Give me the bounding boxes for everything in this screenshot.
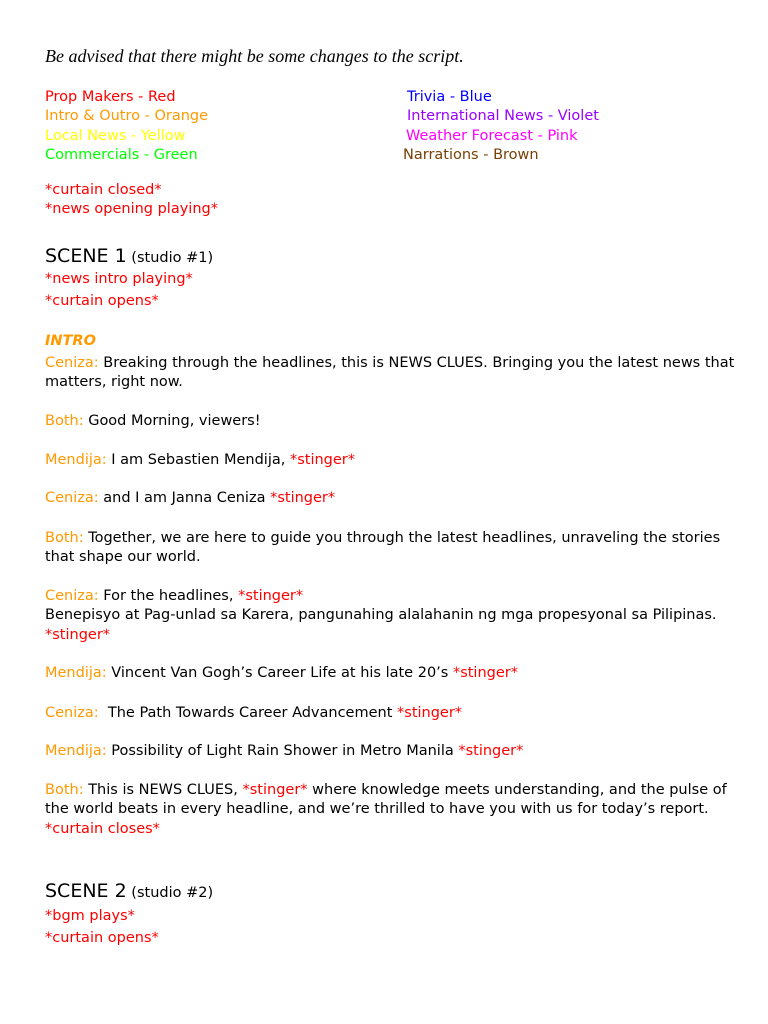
- legend-commercials: Commercials - Green: [45, 147, 198, 164]
- scene-1-cues: [45, 268, 735, 312]
- section-intro-label: INTRO: [45, 333, 96, 349]
- speaker-name: Ceniza:: [45, 355, 99, 371]
- script-line: [45, 587, 735, 645]
- legend-international-news: International News - Violet: [407, 108, 599, 125]
- speaker-name: Mendija:: [45, 665, 107, 681]
- scene-title: SCENE 1: [45, 245, 127, 267]
- stage-cue: *curtain closed*: [45, 182, 162, 198]
- stage-cue: *news opening playing*: [45, 201, 218, 218]
- script-line: [45, 664, 735, 683]
- line-text: Possibility of Light Rain Shower in Metro Manila: [106, 743, 459, 759]
- stage-cue: *bgm plays*: [45, 908, 135, 924]
- speaker-name: Both:: [45, 782, 84, 798]
- stinger-cue: *stinger*: [397, 705, 463, 721]
- scene-studio: (studio #2): [131, 885, 214, 901]
- speaker-name: Both:: [45, 530, 84, 546]
- speaker-name: Both:: [45, 413, 84, 429]
- legend-prop-makers: Prop Makers - Red: [45, 89, 176, 105]
- color-legend-right: [405, 88, 597, 166]
- stinger-cue: *stinger*: [45, 626, 111, 643]
- scene-2-heading: [45, 879, 735, 903]
- opening-cues: [45, 181, 735, 220]
- line-text: This is NEWS CLUES,: [83, 782, 243, 798]
- script-change-notice: Be advised that there might be some changes to the script.: [45, 46, 464, 66]
- line-text: I am Sebastien Mendija,: [106, 452, 290, 468]
- line-text: where knowledge meets understanding, and the pulse of the world beats in every headline, and we’re thrilled to have you with us for today’s report.: [45, 782, 727, 818]
- legend-local-news: Local News - Yellow: [45, 127, 186, 144]
- script-line: [45, 489, 735, 508]
- stinger-cue: *stinger*: [270, 490, 336, 506]
- color-legend-left: [45, 88, 208, 166]
- stinger-cue: *stinger*: [238, 588, 304, 604]
- legend-narrations: Narrations - Brown: [403, 147, 539, 164]
- scene-1-heading: [45, 244, 735, 268]
- scene-title: SCENE 2: [45, 880, 127, 902]
- legend-weather-forecast: Weather Forecast - Pink: [406, 127, 578, 144]
- script-line: [45, 704, 735, 723]
- legend-trivia: Trivia - Blue: [407, 89, 492, 105]
- stage-cue: *curtain closes*: [45, 820, 160, 837]
- legend-intro-outro: Intro & Outro - Orange: [45, 108, 209, 125]
- line-text: Breaking through the headlines, this is NEWS CLUES. Bringing you the latest news that matters, right now.: [45, 355, 735, 391]
- stinger-cue: *stinger*: [458, 743, 524, 759]
- line-text: Vincent Van Gogh’s Career Life at his late 20’s: [106, 665, 453, 681]
- script-line: [45, 742, 735, 761]
- line-text: and I am Janna Ceniza: [98, 490, 271, 506]
- speaker-name: Ceniza:: [45, 588, 99, 604]
- stage-cue: *curtain opens*: [45, 930, 159, 946]
- line-text: For the headlines,: [98, 588, 239, 604]
- scene-2-cues: [45, 905, 735, 949]
- line-text: Together, we are here to guide you through the latest headlines, unraveling the stories that shape our world.: [45, 530, 721, 566]
- script-line: [45, 529, 735, 568]
- stinger-cue: *stinger*: [452, 665, 518, 681]
- stage-cue: *curtain opens*: [45, 293, 159, 309]
- stage-cue: *news intro playing*: [45, 271, 193, 287]
- line-text: The Path Towards Career Advancement: [98, 705, 398, 721]
- headline-text: Benepisyo at Pag-unlad sa Karera, pangunahing alalahanin ng mga propesyonal sa Pilipinas.: [45, 607, 717, 624]
- script-line: [45, 781, 735, 839]
- script-line: [45, 412, 735, 431]
- scene-studio: (studio #1): [131, 250, 214, 266]
- script-line: [45, 354, 735, 393]
- speaker-name: Ceniza:: [45, 705, 99, 721]
- stinger-cue: *stinger*: [242, 782, 308, 798]
- stinger-cue: *stinger*: [289, 452, 356, 468]
- line-text: Good Morning, viewers!: [83, 413, 261, 429]
- speaker-name: Ceniza:: [45, 490, 99, 506]
- speaker-name: Mendija:: [45, 452, 107, 468]
- speaker-name: Mendija:: [45, 743, 107, 759]
- script-line: [45, 451, 735, 470]
